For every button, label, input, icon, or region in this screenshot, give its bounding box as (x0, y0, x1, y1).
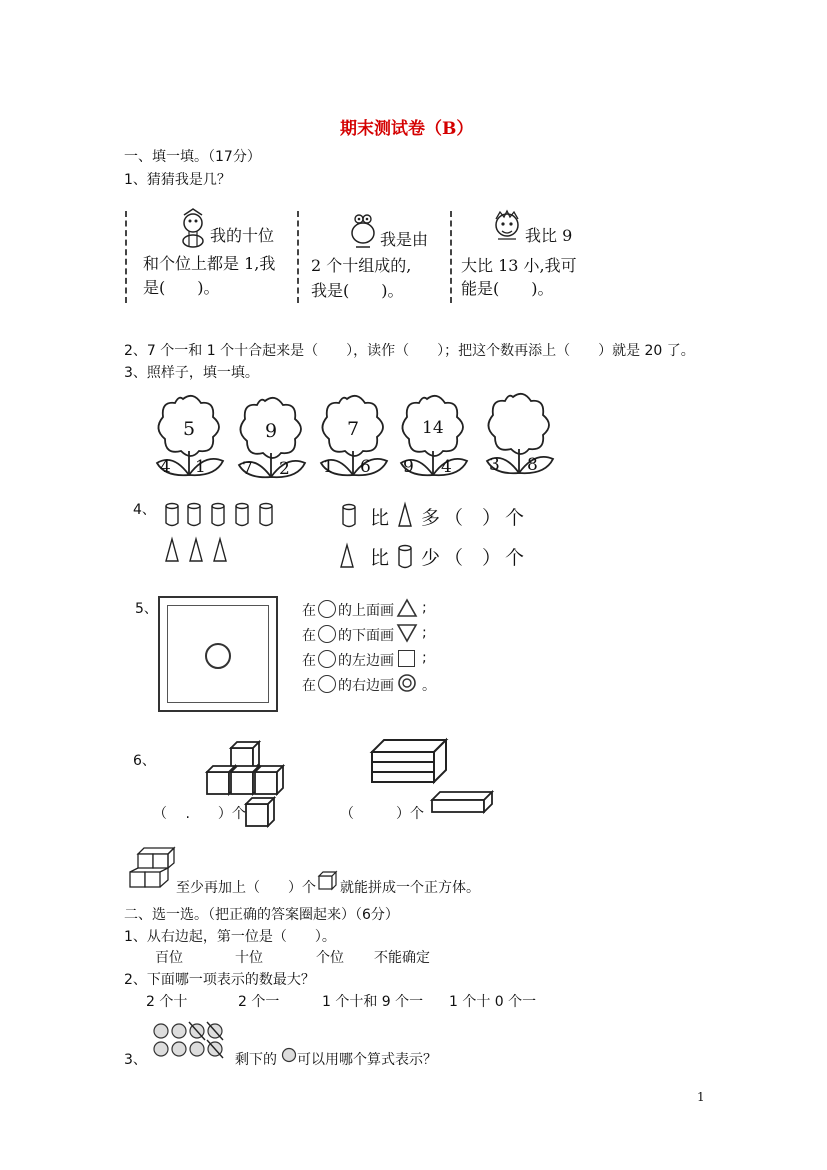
s2-q2-option[interactable]: 1 个十和 9 个一 (322, 994, 424, 1010)
q4-line2-paren: （ ） (444, 547, 502, 569)
q5-line2-a: 在 (302, 628, 316, 644)
s2-q1-option[interactable]: 个位 (316, 950, 344, 966)
s2-q3-label: 3、 (124, 1052, 147, 1068)
divider (297, 211, 299, 303)
flower2-left: 7 (242, 459, 253, 479)
circle-icon (318, 650, 336, 668)
double-circle-icon (396, 673, 418, 693)
s2-q1-option[interactable]: 百位 (155, 950, 183, 966)
bubble1-line3: 是( )。 (143, 278, 220, 297)
q5-semicolon: ; (422, 600, 427, 616)
circle-icon (318, 600, 336, 618)
bubble1-line1: 我的十位 (210, 226, 275, 245)
divider (125, 211, 127, 303)
q4-line1-bi: 比 (370, 507, 390, 529)
q1-bubbles (125, 207, 595, 307)
q3-label: 3、照样子，填一填。 (124, 365, 259, 381)
cube-icon (318, 871, 338, 891)
cartoon-character-icon (347, 211, 379, 251)
q4-line2-shao: 少 (421, 547, 441, 569)
small-cubes-icon (128, 846, 176, 890)
q4-line1-duo: 多 (421, 507, 441, 529)
page-number: 1 (697, 1090, 705, 1104)
flower1-left: 4 (160, 457, 171, 477)
s2-q1-label: 1、从右边起，第一位是（ ）。 (124, 929, 336, 945)
q5-semicolon: ; (422, 650, 427, 666)
s2-q2-option[interactable]: 2 个十 (146, 994, 188, 1010)
bubble2-line1: 我是由 (380, 230, 429, 249)
divider (450, 211, 452, 303)
q1-label: 1、猜猜我是几？ (124, 172, 231, 188)
flower4-top: 14 (422, 418, 444, 438)
cylinder-icon (342, 503, 356, 529)
q6-bottom-text2: 就能拼成一个正方体。 (340, 880, 480, 896)
cube-stack-icon (205, 740, 287, 796)
flowers (145, 395, 565, 480)
bubble2-line3: 我是( )。 (311, 281, 404, 300)
s2-q1-option[interactable]: 不能确定 (374, 950, 430, 966)
cuboid-icon (430, 790, 494, 814)
q5-line3-a: 在 (302, 653, 316, 669)
q5-line1-a: 在 (302, 603, 316, 619)
cube-icon (245, 797, 277, 827)
bubble3-line1: 我比 9 (525, 226, 573, 245)
q4-line2-ge: 个 (505, 547, 525, 569)
q6-blank2: （ ）个 (340, 806, 424, 822)
q5-semicolon: ; (422, 625, 427, 641)
q4-label: 4、 (133, 502, 156, 518)
cone-icon (340, 543, 354, 569)
flower1-right: 1 (195, 457, 206, 477)
crossed-circles-icon (152, 1022, 232, 1058)
q5-period: 。 (422, 678, 436, 694)
s2-q1-option[interactable]: 十位 (235, 950, 263, 966)
s2-q3-text2: 可以用哪个算式表示？ (297, 1052, 437, 1068)
s2-q2-option[interactable]: 1 个十 0 个一 (449, 994, 537, 1010)
cone-icon (398, 503, 412, 527)
flower3-top: 7 (347, 418, 360, 440)
circle-icon (205, 643, 231, 669)
flower5-right: 8 (527, 455, 538, 475)
flower3-right: 6 (360, 457, 371, 477)
s2-q2-option[interactable]: 2 个一 (238, 994, 280, 1010)
bubble1-line2: 和个位上都是 1,我 (143, 254, 276, 273)
cuboid-stack-icon (370, 738, 450, 786)
flower5-left: 3 (489, 455, 500, 475)
q6-label: 6、 (133, 753, 156, 769)
circle-icon (281, 1047, 297, 1063)
flower3-left: 1 (323, 457, 334, 477)
flower2-right: 2 (279, 459, 290, 479)
q5-line3-b: 的左边画 (338, 653, 394, 669)
q5-line1-b: 的上面画 (338, 603, 394, 619)
q5-instructions (302, 598, 452, 698)
cylinder-icon (398, 544, 412, 570)
flower2-top: 9 (265, 420, 278, 442)
bubble2-line2: 2 个十组成的, (311, 256, 412, 275)
section1-heading: 一、填一填。（17分） (124, 149, 261, 165)
q5-line4-b: 的右边画 (338, 678, 394, 694)
square-icon (398, 650, 415, 667)
q4-line1-ge: 个 (505, 507, 525, 529)
q5-line2-b: 的下面画 (338, 628, 394, 644)
flower1-top: 5 (183, 418, 196, 440)
cartoon-character-icon (490, 209, 524, 245)
q5-line4-a: 在 (302, 678, 316, 694)
flower4-right: 4 (441, 457, 452, 477)
bubble3-line3: 能是( )。 (461, 279, 554, 298)
q4-line1-paren: （ ） (444, 507, 502, 529)
cartoon-character-icon (178, 209, 208, 251)
s2-q2-label: 2、下面哪一项表示的数最大？ (124, 972, 315, 988)
q5-square (158, 596, 278, 712)
q5-label: 5、 (135, 601, 158, 617)
triangle-up-icon (396, 598, 418, 618)
q2-text: 2、7 个一和 1 个十合起来是（ ），读作（ ）；把这个数再添上（ ）就是 20 了。 (124, 343, 695, 359)
q6-blank1: （ . ）个 (153, 806, 246, 822)
circle-icon (318, 675, 336, 693)
bubble3-line2: 大比 13 小,我可 (461, 256, 577, 275)
s2-q3-text1: 剩下的 (235, 1052, 277, 1068)
q4-line2-bi: 比 (370, 547, 390, 569)
circle-icon (318, 625, 336, 643)
q6-bottom-text1: 至少再加上（ ）个 (176, 880, 316, 896)
section2-heading: 二、选一选。（把正确的答案圈起来）（6分） (124, 907, 399, 923)
flower4-left: 9 (403, 457, 414, 477)
page-title: 期末测试卷（B） (340, 119, 474, 139)
triangle-down-icon (396, 623, 418, 643)
q4-shapes-left (160, 500, 280, 570)
